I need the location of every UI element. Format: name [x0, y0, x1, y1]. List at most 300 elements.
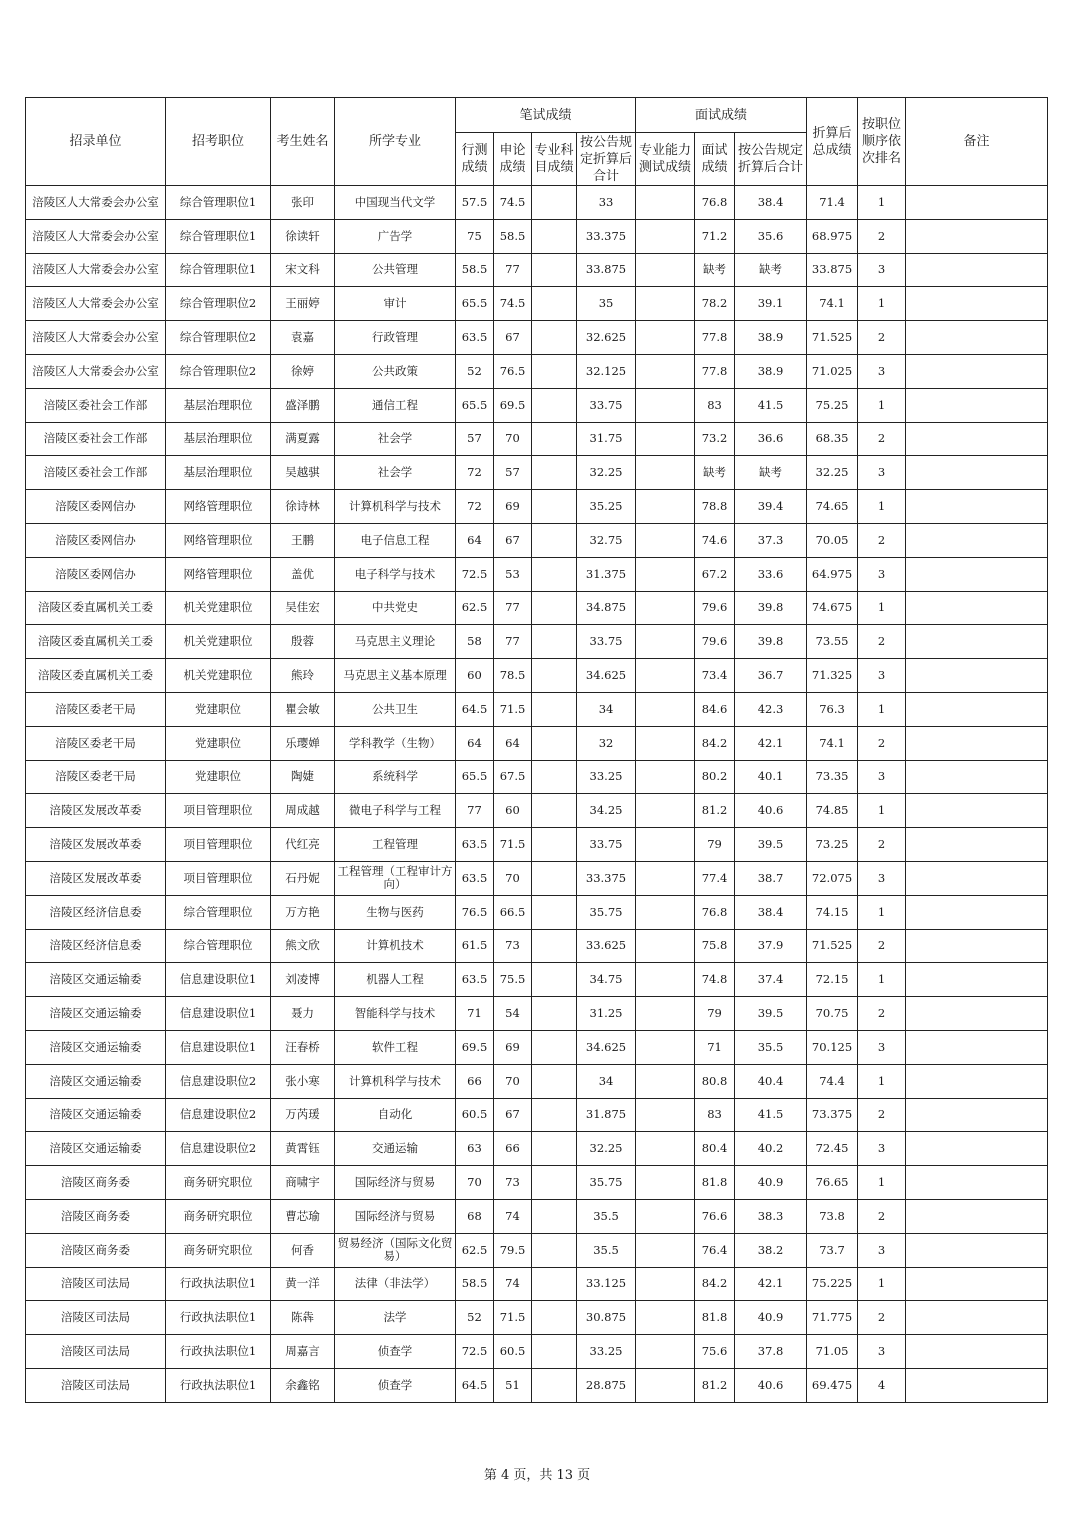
cell-ability [636, 861, 695, 895]
cell-ability [636, 929, 695, 963]
cell-interview-total: 40.6 [735, 794, 807, 828]
cell-unit: 涪陵区司法局 [26, 1301, 166, 1335]
cell-interview-total: 38.4 [735, 895, 807, 929]
cell-written-total: 28.875 [577, 1368, 636, 1402]
cell-interview: 81.8 [695, 1166, 735, 1200]
cell-special [532, 692, 577, 726]
cell-special [532, 1233, 577, 1267]
cell-interview-total: 42.1 [735, 1267, 807, 1301]
table-row [26, 1335, 1048, 1369]
cell-position: 党建职位 [166, 726, 271, 760]
cell-written-total: 34.75 [577, 963, 636, 997]
cell-name: 黄霄钰 [271, 1132, 335, 1166]
cell-written-total: 33.625 [577, 929, 636, 963]
cell-rank: 1 [858, 591, 906, 625]
cell-name: 张印 [271, 186, 335, 220]
table-row [26, 1132, 1048, 1166]
cell-shenlun: 69 [494, 490, 532, 524]
score-table [25, 97, 1048, 1403]
cell-position: 网络管理职位 [166, 490, 271, 524]
cell-interview-total: 39.8 [735, 625, 807, 659]
cell-position: 商务研究职位 [166, 1199, 271, 1233]
cell-interview-total: 42.3 [735, 692, 807, 726]
cell-position: 综合管理职位1 [166, 186, 271, 220]
cell-special [532, 828, 577, 862]
cell-xingce: 65.5 [456, 388, 494, 422]
cell-written-total: 34 [577, 692, 636, 726]
cell-position: 信息建设职位2 [166, 1098, 271, 1132]
cell-total: 75.225 [807, 1267, 858, 1301]
cell-total: 73.55 [807, 625, 858, 659]
cell-shenlun: 70 [494, 1064, 532, 1098]
cell-unit: 涪陵区交通运输委 [26, 1030, 166, 1064]
cell-interview: 73.4 [695, 659, 735, 693]
cell-name: 熊文欣 [271, 929, 335, 963]
table-row [26, 354, 1048, 388]
cell-shenlun: 71.5 [494, 692, 532, 726]
cell-unit: 涪陵区经济信息委 [26, 895, 166, 929]
cell-interview-total: 36.7 [735, 659, 807, 693]
cell-major: 交通运输 [335, 1132, 456, 1166]
cell-name: 张小寒 [271, 1064, 335, 1098]
cell-interview: 76.8 [695, 895, 735, 929]
cell-interview: 77.8 [695, 321, 735, 355]
cell-unit: 涪陵区委老干局 [26, 760, 166, 794]
cell-shenlun: 74.5 [494, 186, 532, 220]
cell-total: 74.1 [807, 287, 858, 321]
cell-interview: 75.6 [695, 1335, 735, 1369]
cell-written-total: 33.875 [577, 253, 636, 287]
cell-ability [636, 523, 695, 557]
cell-major: 计算机科学与技术 [335, 1064, 456, 1098]
cell-xingce: 63.5 [456, 861, 494, 895]
cell-position: 商务研究职位 [166, 1166, 271, 1200]
cell-position: 机关党建职位 [166, 591, 271, 625]
cell-position: 综合管理职位 [166, 929, 271, 963]
cell-interview: 76.4 [695, 1233, 735, 1267]
cell-interview-total: 40.9 [735, 1301, 807, 1335]
cell-ability [636, 1335, 695, 1369]
cell-ability [636, 456, 695, 490]
cell-interview: 76.6 [695, 1199, 735, 1233]
cell-name: 代红亮 [271, 828, 335, 862]
cell-written-total: 31.75 [577, 422, 636, 456]
cell-rank: 2 [858, 828, 906, 862]
cell-rank: 3 [858, 659, 906, 693]
cell-major: 法学 [335, 1301, 456, 1335]
cell-total: 74.65 [807, 490, 858, 524]
cell-interview: 81.2 [695, 1368, 735, 1402]
cell-ability [636, 659, 695, 693]
cell-interview: 80.2 [695, 760, 735, 794]
table-row [26, 861, 1048, 895]
cell-major: 电子信息工程 [335, 523, 456, 557]
cell-name: 宋文科 [271, 253, 335, 287]
cell-ability [636, 1199, 695, 1233]
cell-shenlun: 76.5 [494, 354, 532, 388]
cell-written-total: 32.625 [577, 321, 636, 355]
cell-shenlun: 74 [494, 1199, 532, 1233]
cell-total: 71.05 [807, 1335, 858, 1369]
table-row [26, 456, 1048, 490]
cell-unit: 涪陵区商务委 [26, 1166, 166, 1200]
cell-unit: 涪陵区交通运输委 [26, 963, 166, 997]
cell-special [532, 1199, 577, 1233]
cell-xingce: 65.5 [456, 760, 494, 794]
cell-special [532, 794, 577, 828]
cell-interview-total: 41.5 [735, 1098, 807, 1132]
cell-xingce: 76.5 [456, 895, 494, 929]
cell-remark [906, 253, 1048, 287]
cell-xingce: 77 [456, 794, 494, 828]
cell-position: 行政执法职位1 [166, 1368, 271, 1402]
cell-total: 71.525 [807, 929, 858, 963]
cell-major: 学科教学（生物） [335, 726, 456, 760]
cell-xingce: 58.5 [456, 1267, 494, 1301]
cell-unit: 涪陵区人大常委会办公室 [26, 287, 166, 321]
cell-total: 73.375 [807, 1098, 858, 1132]
cell-major: 法律（非法学） [335, 1267, 456, 1301]
cell-position: 项目管理职位 [166, 794, 271, 828]
cell-remark [906, 557, 1048, 591]
cell-major: 贸易经济（国际文化贸易） [335, 1233, 456, 1267]
cell-position: 综合管理职位2 [166, 354, 271, 388]
cell-shenlun: 71.5 [494, 1301, 532, 1335]
cell-position: 网络管理职位 [166, 523, 271, 557]
cell-unit: 涪陵区委社会工作部 [26, 422, 166, 456]
cell-name: 吴越骐 [271, 456, 335, 490]
header-written-group: 笔试成绩 [456, 98, 636, 133]
cell-ability [636, 1267, 695, 1301]
cell-xingce: 60.5 [456, 1098, 494, 1132]
cell-unit: 涪陵区人大常委会办公室 [26, 186, 166, 220]
cell-name: 陶婕 [271, 760, 335, 794]
cell-special [532, 1368, 577, 1402]
cell-position: 商务研究职位 [166, 1233, 271, 1267]
cell-interview: 74.8 [695, 963, 735, 997]
cell-written-total: 35.5 [577, 1199, 636, 1233]
cell-unit: 涪陵区委社会工作部 [26, 388, 166, 422]
cell-remark [906, 760, 1048, 794]
cell-shenlun: 69.5 [494, 388, 532, 422]
header-remark: 备注 [906, 98, 1048, 186]
cell-ability [636, 186, 695, 220]
cell-total: 33.875 [807, 253, 858, 287]
cell-ability [636, 1301, 695, 1335]
cell-written-total: 33.75 [577, 828, 636, 862]
cell-remark [906, 1335, 1048, 1369]
cell-major: 侦查学 [335, 1335, 456, 1369]
cell-shenlun: 79.5 [494, 1233, 532, 1267]
cell-unit: 涪陵区委网信办 [26, 490, 166, 524]
cell-unit: 涪陵区委网信办 [26, 523, 166, 557]
cell-unit: 涪陵区发展改革委 [26, 828, 166, 862]
header-interview-converted: 按公告规定折算后合计 [735, 133, 807, 186]
cell-major: 软件工程 [335, 1030, 456, 1064]
cell-major: 国际经济与贸易 [335, 1199, 456, 1233]
header-xingce: 行测成绩 [456, 133, 494, 186]
cell-unit: 涪陵区委老干局 [26, 726, 166, 760]
cell-xingce: 64.5 [456, 692, 494, 726]
cell-special [532, 253, 577, 287]
cell-rank: 2 [858, 997, 906, 1031]
cell-unit: 涪陵区交通运输委 [26, 1064, 166, 1098]
cell-special [532, 997, 577, 1031]
cell-interview-total: 39.5 [735, 828, 807, 862]
cell-rank: 1 [858, 287, 906, 321]
table-row [26, 388, 1048, 422]
cell-position: 综合管理职位1 [166, 253, 271, 287]
cell-written-total: 35.75 [577, 1166, 636, 1200]
cell-remark [906, 1098, 1048, 1132]
cell-major: 公共卫生 [335, 692, 456, 726]
table-row [26, 557, 1048, 591]
cell-remark [906, 523, 1048, 557]
cell-shenlun: 53 [494, 557, 532, 591]
cell-special [532, 1335, 577, 1369]
cell-position: 综合管理职位2 [166, 287, 271, 321]
cell-major: 公共管理 [335, 253, 456, 287]
table-row [26, 591, 1048, 625]
cell-shenlun: 66 [494, 1132, 532, 1166]
cell-name: 陈犇 [271, 1301, 335, 1335]
cell-position: 党建职位 [166, 760, 271, 794]
cell-name: 徐读轩 [271, 219, 335, 253]
cell-ability [636, 557, 695, 591]
cell-total: 69.475 [807, 1368, 858, 1402]
cell-rank: 3 [858, 253, 906, 287]
cell-major: 通信工程 [335, 388, 456, 422]
cell-name: 商啸宇 [271, 1166, 335, 1200]
cell-written-total: 31.25 [577, 997, 636, 1031]
cell-rank: 1 [858, 1166, 906, 1200]
cell-total: 64.975 [807, 557, 858, 591]
table-row [26, 997, 1048, 1031]
cell-xingce: 64 [456, 523, 494, 557]
cell-special [532, 726, 577, 760]
cell-unit: 涪陵区委社会工作部 [26, 456, 166, 490]
table-row [26, 321, 1048, 355]
cell-ability [636, 1030, 695, 1064]
cell-major: 中国现当代文学 [335, 186, 456, 220]
cell-position: 综合管理职位 [166, 895, 271, 929]
cell-interview: 77.4 [695, 861, 735, 895]
cell-ability [636, 354, 695, 388]
cell-written-total: 34.875 [577, 591, 636, 625]
cell-xingce: 60 [456, 659, 494, 693]
cell-xingce: 71 [456, 997, 494, 1031]
cell-total: 73.25 [807, 828, 858, 862]
cell-interview: 80.8 [695, 1064, 735, 1098]
cell-major: 马克思主义理论 [335, 625, 456, 659]
cell-total: 68.35 [807, 422, 858, 456]
table-row [26, 828, 1048, 862]
cell-xingce: 65.5 [456, 287, 494, 321]
cell-ability [636, 321, 695, 355]
cell-xingce: 63.5 [456, 963, 494, 997]
cell-unit: 涪陵区委直属机关工委 [26, 659, 166, 693]
cell-special [532, 1166, 577, 1200]
cell-ability [636, 1166, 695, 1200]
cell-shenlun: 73 [494, 1166, 532, 1200]
cell-rank: 3 [858, 354, 906, 388]
cell-rank: 1 [858, 1064, 906, 1098]
table-row [26, 794, 1048, 828]
cell-name: 万方艳 [271, 895, 335, 929]
cell-written-total: 33.75 [577, 388, 636, 422]
cell-position: 项目管理职位 [166, 861, 271, 895]
cell-special [532, 861, 577, 895]
cell-rank: 3 [858, 1030, 906, 1064]
cell-interview-total: 39.8 [735, 591, 807, 625]
cell-major: 马克思主义基本原理 [335, 659, 456, 693]
cell-total: 73.35 [807, 760, 858, 794]
cell-ability [636, 1233, 695, 1267]
cell-rank: 2 [858, 422, 906, 456]
cell-unit: 涪陵区司法局 [26, 1335, 166, 1369]
table-row [26, 659, 1048, 693]
cell-remark [906, 490, 1048, 524]
cell-rank: 1 [858, 1267, 906, 1301]
cell-xingce: 58 [456, 625, 494, 659]
cell-shenlun: 64 [494, 726, 532, 760]
cell-unit: 涪陵区发展改革委 [26, 794, 166, 828]
cell-interview: 81.8 [695, 1301, 735, 1335]
cell-unit: 涪陵区司法局 [26, 1368, 166, 1402]
cell-interview-total: 40.1 [735, 760, 807, 794]
cell-unit: 涪陵区人大常委会办公室 [26, 354, 166, 388]
cell-position: 信息建设职位2 [166, 1064, 271, 1098]
cell-remark [906, 659, 1048, 693]
cell-interview: 79 [695, 997, 735, 1031]
table-row [26, 1098, 1048, 1132]
cell-written-total: 33.25 [577, 760, 636, 794]
cell-remark [906, 1199, 1048, 1233]
cell-xingce: 72 [456, 456, 494, 490]
cell-position: 行政执法职位1 [166, 1267, 271, 1301]
cell-name: 瞿会敏 [271, 692, 335, 726]
cell-shenlun: 67 [494, 1098, 532, 1132]
cell-total: 72.45 [807, 1132, 858, 1166]
cell-interview: 71 [695, 1030, 735, 1064]
cell-name: 万芮瑗 [271, 1098, 335, 1132]
table-row [26, 1233, 1048, 1267]
cell-major: 电子科学与技术 [335, 557, 456, 591]
cell-position: 项目管理职位 [166, 828, 271, 862]
cell-rank: 2 [858, 1199, 906, 1233]
cell-written-total: 32.25 [577, 1132, 636, 1166]
cell-interview: 79.6 [695, 591, 735, 625]
cell-rank: 2 [858, 726, 906, 760]
cell-rank: 1 [858, 186, 906, 220]
cell-interview: 67.2 [695, 557, 735, 591]
cell-interview: 84.6 [695, 692, 735, 726]
cell-shenlun: 60.5 [494, 1335, 532, 1369]
cell-major: 侦查学 [335, 1368, 456, 1402]
cell-written-total: 31.875 [577, 1098, 636, 1132]
table-row [26, 1064, 1048, 1098]
cell-ability [636, 287, 695, 321]
cell-total: 74.1 [807, 726, 858, 760]
table-row [26, 490, 1048, 524]
cell-interview-total: 38.4 [735, 186, 807, 220]
cell-rank: 3 [858, 861, 906, 895]
cell-remark [906, 422, 1048, 456]
cell-rank: 1 [858, 895, 906, 929]
cell-interview-total: 37.8 [735, 1335, 807, 1369]
cell-rank: 1 [858, 963, 906, 997]
cell-rank: 2 [858, 1301, 906, 1335]
cell-major: 机器人工程 [335, 963, 456, 997]
cell-interview: 78.2 [695, 287, 735, 321]
cell-interview-total: 38.9 [735, 354, 807, 388]
cell-rank: 2 [858, 1098, 906, 1132]
cell-position: 机关党建职位 [166, 659, 271, 693]
cell-major: 审计 [335, 287, 456, 321]
header-interview-group: 面试成绩 [636, 98, 807, 133]
cell-rank: 2 [858, 929, 906, 963]
cell-unit: 涪陵区人大常委会办公室 [26, 321, 166, 355]
table-row [26, 287, 1048, 321]
cell-interview: 84.2 [695, 1267, 735, 1301]
table-body [26, 186, 1048, 1403]
cell-interview-total: 42.1 [735, 726, 807, 760]
cell-position: 信息建设职位1 [166, 963, 271, 997]
header-written-converted: 按公告规定折算后合计 [577, 133, 636, 186]
cell-ability [636, 253, 695, 287]
cell-major: 国际经济与贸易 [335, 1166, 456, 1200]
cell-written-total: 31.375 [577, 557, 636, 591]
cell-interview-total: 37.4 [735, 963, 807, 997]
cell-ability [636, 895, 695, 929]
cell-remark [906, 895, 1048, 929]
cell-remark [906, 591, 1048, 625]
cell-name: 王丽婷 [271, 287, 335, 321]
cell-remark [906, 1368, 1048, 1402]
cell-interview: 75.8 [695, 929, 735, 963]
cell-special [532, 388, 577, 422]
cell-special [532, 1132, 577, 1166]
cell-shenlun: 70 [494, 422, 532, 456]
cell-interview: 81.2 [695, 794, 735, 828]
cell-total: 32.25 [807, 456, 858, 490]
cell-total: 70.125 [807, 1030, 858, 1064]
cell-rank: 2 [858, 321, 906, 355]
cell-ability [636, 1098, 695, 1132]
cell-major: 生物与医药 [335, 895, 456, 929]
cell-interview: 74.6 [695, 523, 735, 557]
table-row [26, 1030, 1048, 1064]
cell-written-total: 33 [577, 186, 636, 220]
cell-xingce: 57.5 [456, 186, 494, 220]
cell-ability [636, 760, 695, 794]
cell-major: 自动化 [335, 1098, 456, 1132]
cell-shenlun: 66.5 [494, 895, 532, 929]
cell-shenlun: 54 [494, 997, 532, 1031]
cell-major: 工程管理 [335, 828, 456, 862]
cell-remark [906, 354, 1048, 388]
cell-interview-total: 36.6 [735, 422, 807, 456]
cell-interview-total: 37.3 [735, 523, 807, 557]
cell-xingce: 69.5 [456, 1030, 494, 1064]
cell-major: 广告学 [335, 219, 456, 253]
cell-ability [636, 997, 695, 1031]
header-unit: 招录单位 [26, 98, 166, 186]
cell-ability [636, 1132, 695, 1166]
cell-unit: 涪陵区人大常委会办公室 [26, 219, 166, 253]
cell-remark [906, 861, 1048, 895]
cell-remark [906, 1064, 1048, 1098]
